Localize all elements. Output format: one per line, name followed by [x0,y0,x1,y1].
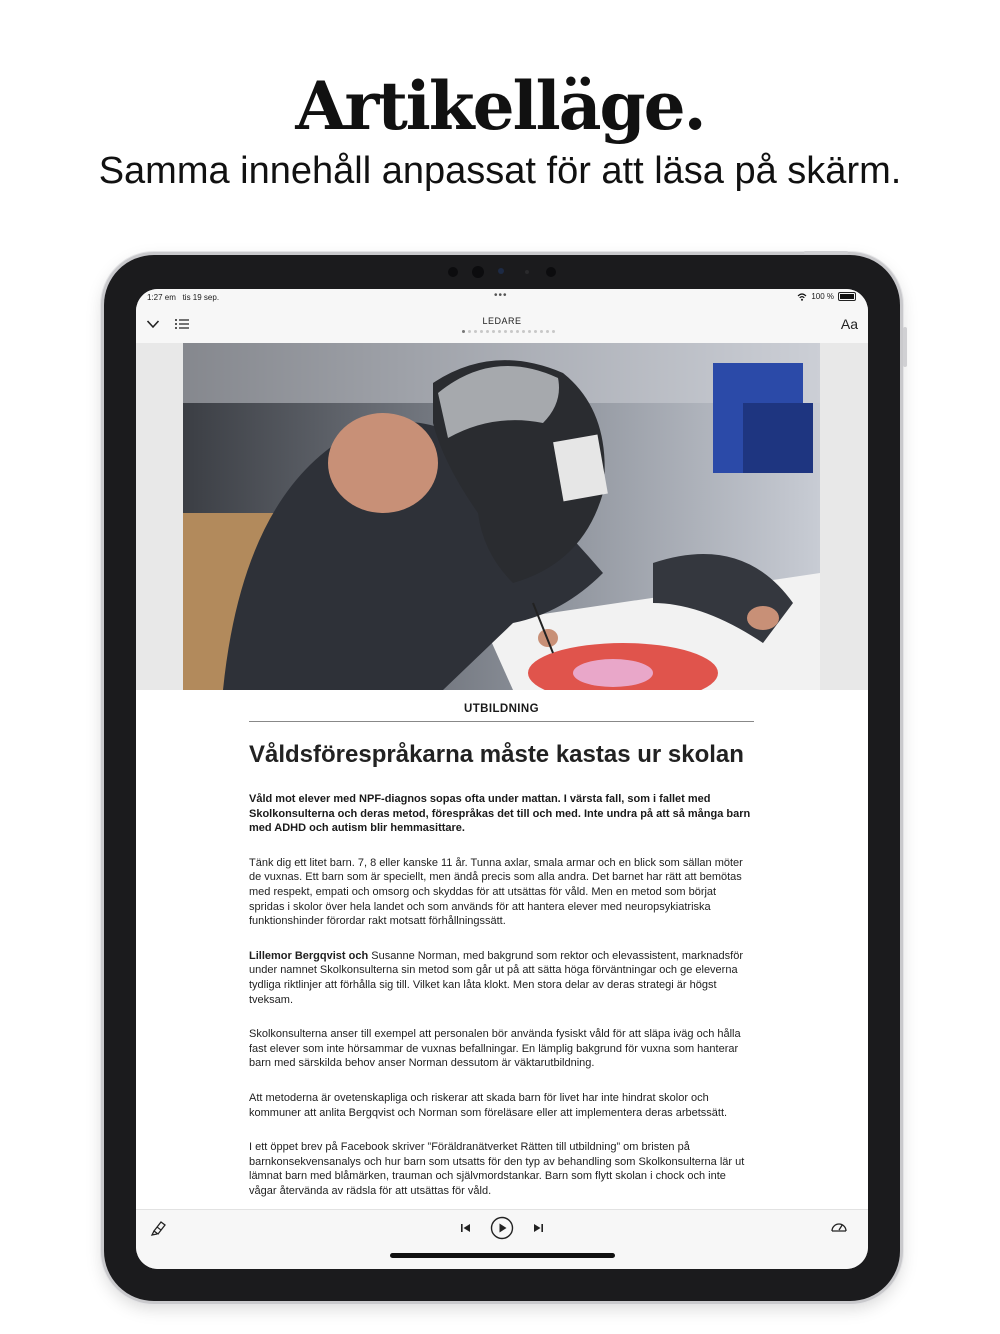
camera-dot [472,266,484,278]
article-paragraph: Att metoderna är ovetenskapliga och riskerar att skada barn för livet har inte hindrat skolor och kommuner att anlita Bergqvist och Norman som föreläsare eller att implementera deras arbetssätt. [249,1091,728,1119]
play-icon[interactable] [490,1216,514,1240]
navigation-bar [136,307,868,344]
article-headline: Våldsförespråkarna måste kastas ur skolan [249,741,744,768]
article-paragraph: I ett öppet brev på Facebook skriver ”Föräldranätverket Rätten till utbildning” om bristen på barnkonsekvensanalys och hur barn som utsatts för den typ av behandling som Skolkonsulterna lär ut lämnat barn med blåmärken, trauman och självmordstankar. Barn som flytt skolan i chock och inte vågar återvända av rädsla för att utsättas för våld. [249,1141,745,1197]
multitask-dots[interactable]: ••• [494,290,508,301]
article-lead: Våld mot elever med NPF-diagnos sopas ofta under mattan. I värsta fall, som i fallet med Skolkonsulterna och deras metod, förespråkas det till och med. Inte undra på att så många barn med ADHD och autism blir hemmasittare. [249,793,751,835]
page-dot[interactable] [486,330,489,333]
font-size-button[interactable]: Aa [840,316,858,332]
camera-lens [498,268,504,274]
page-dot[interactable] [468,330,471,333]
top-button [804,251,848,254]
page-dot[interactable] [552,330,555,333]
article-paragraph [249,949,754,1007]
page-indicator[interactable] [462,330,555,333]
page-dot[interactable] [492,330,495,333]
battery-icon [838,292,856,301]
page-dot[interactable] [546,330,549,333]
camera-dot [448,267,458,277]
camera-dot [546,267,556,277]
battery-percent: 100 % [811,292,834,301]
promo-subtitle: Samma innehåll anpassat för att läsa på skärm. [98,150,902,192]
page-dot[interactable] [510,330,513,333]
promo-title: Artikelläge. [295,67,705,145]
page-dot[interactable] [516,330,519,333]
article-image-container [136,343,868,690]
article-paragraph: Tänk dig ett litet barn. 7, 8 eller kanske 11 år. Tunna axlar, smala armar och en blick som sällan möter de vuxnas. Ett barn som är speciellt, men ändå precis som alla andra. Det barnet har rätt att bemötas med respekt, empati och omsorg och skyddas för att utsättas för våld. Men en metod som börjat spridas i skolor över hela landet och som används för att hantera elever med neuropsykiatriska funktionshinder förordar rakt motsatt förhållningssätt. [249,856,743,928]
article-body [249,690,754,1198]
skip-forward-icon[interactable] [532,1222,544,1234]
speedometer-icon[interactable] [830,1219,848,1235]
page-dot[interactable] [480,330,483,333]
status-right [797,292,856,301]
article-photo [183,343,820,690]
highlighter-icon[interactable] [150,1219,168,1237]
page-dot[interactable] [504,330,507,333]
page-dot[interactable] [528,330,531,333]
paragraph-text: Susanne Norman, med bakgrund som rektor och elevassistent, marknadsför under namnet Skolkonsulterna sin metod som går ut på att sätta höga förväntningar och ge eleverna tydliga riktlinjer att förhålla sig till. Vilket kan låta klokt. Men stora delar av deras strategi är högst tveksam. [249,949,743,1006]
page-dot[interactable] [462,330,465,333]
paragraph-intro: Lillemor Bergqvist och [249,949,369,962]
wifi-icon [797,293,807,301]
page-dot[interactable] [540,330,543,333]
article-category: UTBILDNING [249,690,754,722]
home-indicator[interactable] [390,1253,615,1258]
status-time: 1:27 em tis 19 sep. [147,293,220,302]
status-bar [136,289,868,307]
screen [136,289,868,1269]
page-dot[interactable] [534,330,537,333]
side-button [903,327,907,367]
article-paragraph: Skolkonsulterna anser till exempel att personalen bör använda fysiskt våld för att släpa iväg och hålla fast elever som inte hörsammar de vuxnas befallningar. En lämplig bakgrund för vuxna som hanterar barn med särskilda behov anser Norman dessutom är väktarutbildning. [249,1028,741,1070]
camera-dot [525,270,529,274]
page-dot[interactable] [498,330,501,333]
bottom-toolbar [136,1209,868,1269]
skip-back-icon[interactable] [460,1222,472,1234]
page-dot[interactable] [474,330,477,333]
page-dot[interactable] [522,330,525,333]
tablet-device [104,255,900,1301]
section-label: LEDARE [482,316,522,326]
